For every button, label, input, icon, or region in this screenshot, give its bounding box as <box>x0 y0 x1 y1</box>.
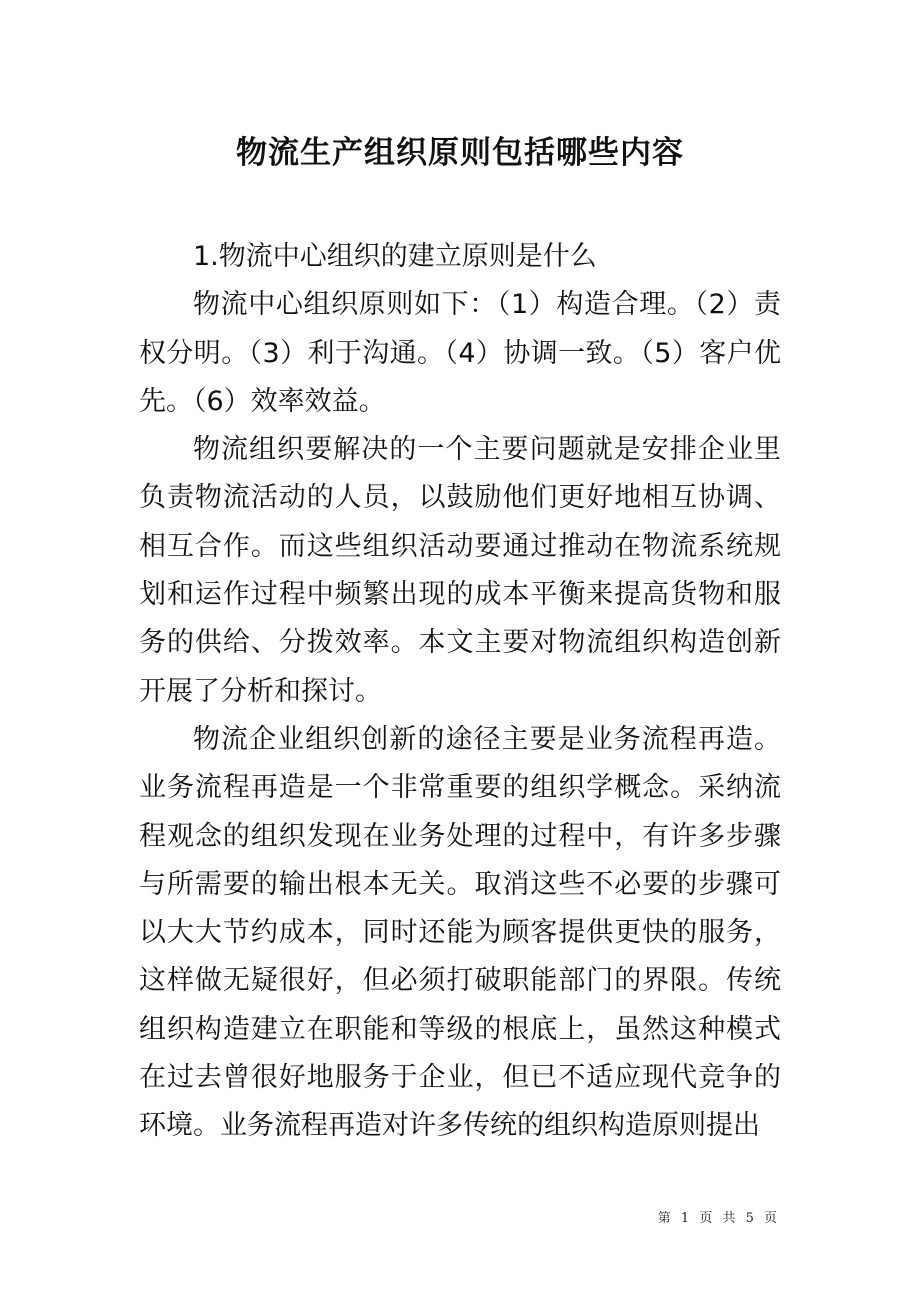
paragraph: 物流组织要解决的一个主要问题就是安排企业里负责物流活动的人员，以鼓励他们更好地相互协调、相互合作。而这些组织活动要通过推动在物流系统规划和运作过程中频繁出现的成本平衡来提高货物和服务的供给、分拨效率。本文主要对物流组织构造创新开展了分析和探讨。 <box>139 434 781 707</box>
paragraph: 物流企业组织创新的途径主要是业务流程再造。业务流程再造是一个非常重要的组织学概念。采纳流程观念的组织发现在业务处理的过程中，有许多步骤与所需要的输出根本无关。取消这些不必要的步骤可以大大节约成本，同时还能为顾客提供更快的服务，这样做无疑很好，但必须打破职能部门的界限。传统组织构造建立在职能和等级的根底上，虽然这种模式在过去曾很好地服务于企业，但已不适应现代竞争的环境。业务流程再造对许多传统的组织构造原则提出 <box>139 723 781 1142</box>
document-title: 物流生产组织原则包括哪些内容 <box>236 135 684 171</box>
paragraph-heading: 1.物流中心组织的建立原则是什么 <box>193 241 597 272</box>
paragraph: 物流中心组织原则如下：（1）构造合理。（2）责权分明。（3）利于沟通。（4）协调一致。（5）客户优先。（6）效率效益。 <box>139 289 781 417</box>
page-number-footer: 第 1 页 共 5 页 <box>657 1211 780 1226</box>
document-body <box>139 233 781 1151</box>
